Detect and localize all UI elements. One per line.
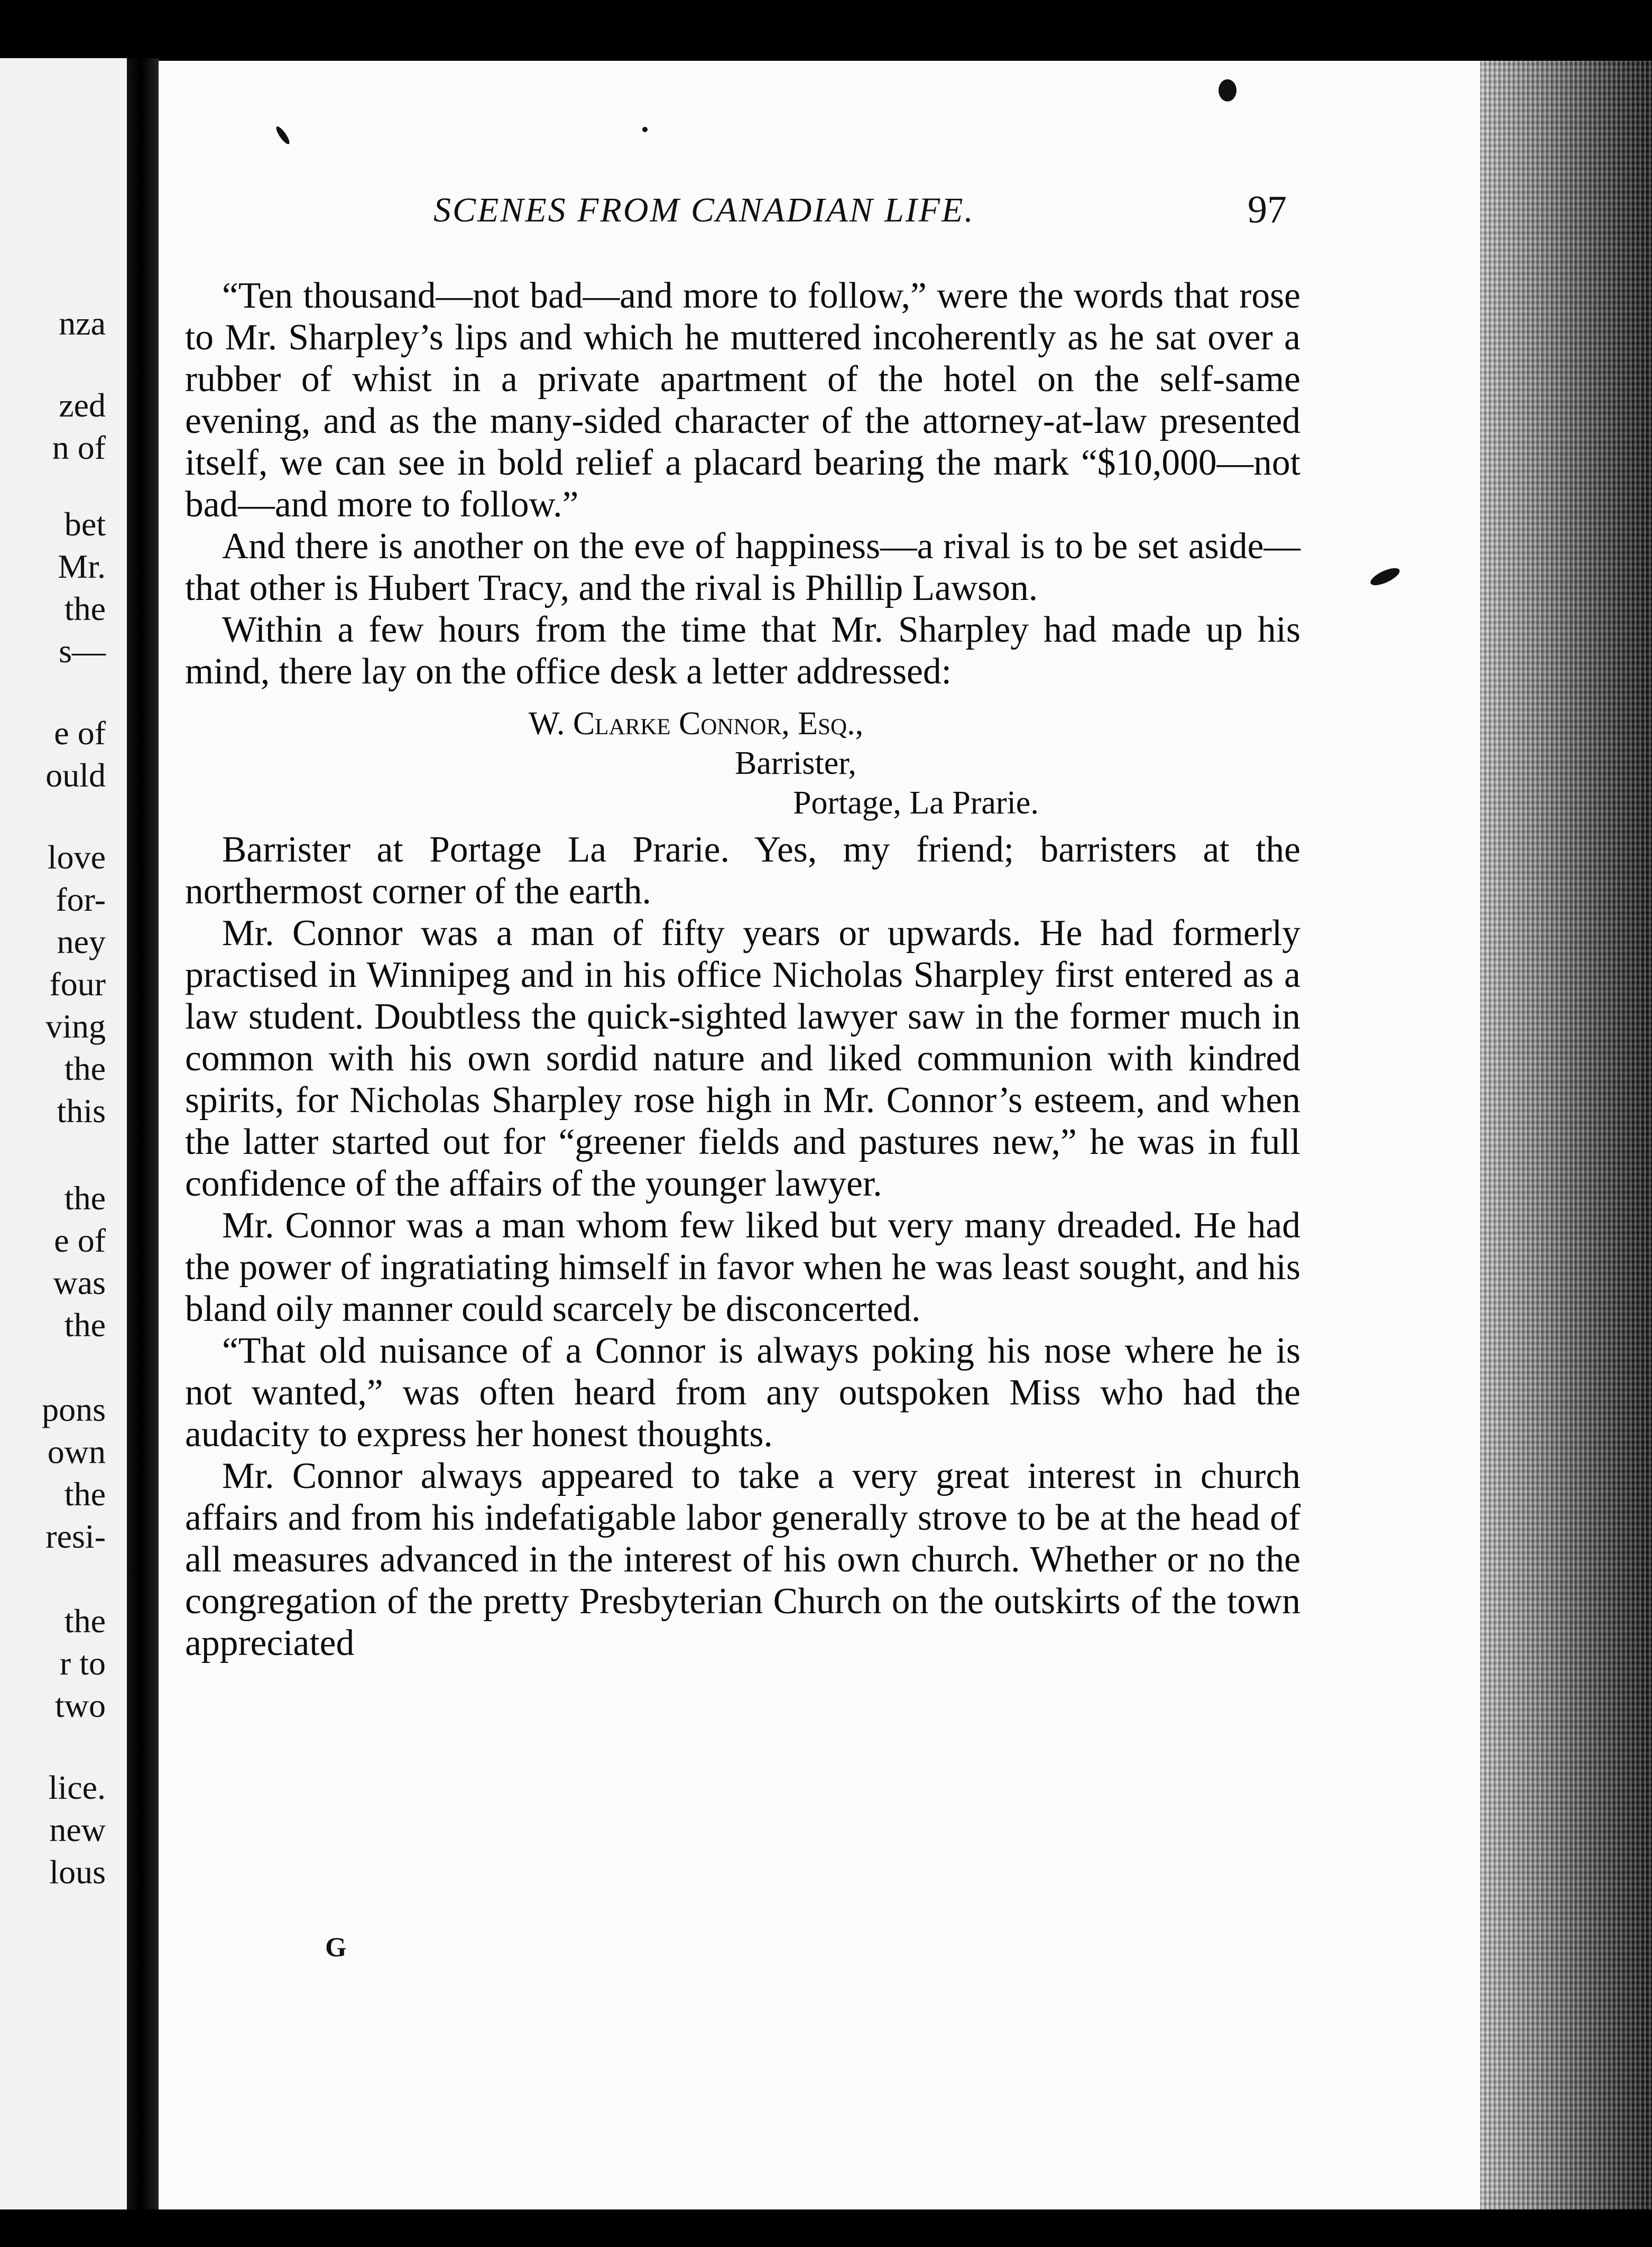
facing-page-word: new bbox=[49, 1811, 106, 1848]
ink-speck bbox=[642, 127, 648, 132]
facing-page-word: love bbox=[47, 838, 106, 876]
facing-page-word: four bbox=[49, 965, 106, 1003]
running-head: SCENES FROM CANADIAN LIFE. bbox=[433, 191, 975, 229]
ink-speck bbox=[1219, 79, 1236, 101]
facing-page-word: the bbox=[64, 1306, 106, 1344]
scan-bottom-margin bbox=[0, 2209, 1652, 2247]
facing-page-word: ving bbox=[45, 1007, 106, 1045]
paragraph: Mr. Connor was a man of fifty years or upwards. He had formerly practised in Winnipeg and in his office Nicholas Sharpley first entered as a law student. Doubtless the quick-sighted lawyer saw in the former much in common with his own sordid nature and liked communion with kindred spirits, for Nicholas Sharpley rose high in Mr. Connor’s esteem, and when the latter started out for “greener fields and pastures new,” he was in full confidence of the affairs of the younger lawyer. bbox=[185, 913, 1300, 1204]
page-edge-shadow bbox=[1480, 61, 1652, 2209]
paragraph: And there is another on the eve of happiness—a rival is to be set aside—that other is Hubert Tracy, and the rival is Phillip Lawson. bbox=[185, 526, 1300, 608]
facing-page-word: r to bbox=[59, 1644, 106, 1682]
facing-page-word: zed bbox=[59, 386, 106, 424]
facing-page-word: pons bbox=[42, 1391, 106, 1428]
binding-gutter bbox=[127, 58, 159, 2215]
facing-page-word: two bbox=[55, 1687, 106, 1724]
signature-mark: G bbox=[325, 1932, 347, 1963]
paragraph: Mr. Connor was a man whom few liked but very many dreaded. He had the power of ingratiating himself in favor when he was least sought, and his bland oily manner could scarcely be disconcerted. bbox=[185, 1205, 1300, 1329]
letter-address bbox=[185, 692, 1300, 829]
facing-page-word: this bbox=[57, 1092, 106, 1130]
page-number: 97 bbox=[1248, 188, 1287, 232]
facing-page-word: s— bbox=[59, 632, 106, 670]
facing-page-word: the bbox=[64, 1602, 106, 1640]
address-line-name: W. Clarke Connor, Esq., bbox=[529, 706, 864, 742]
facing-page-word: the bbox=[64, 1050, 106, 1087]
facing-page-word: the bbox=[64, 1179, 106, 1217]
facing-page-word: resi- bbox=[45, 1518, 106, 1555]
address-line-place: Portage, La Prarie. bbox=[793, 785, 1039, 821]
paragraph: “Ten thousand—not bad—and more to follow,” were the words that rose to Mr. Sharpley’s lips and which he muttered incoherently as he sat over a rubber of whist in a private apartment of the hotel on the self-same evening, and as the many-sided character of the attorney-at-law presented itself, we can see in bold relief a placard bearing the mark “$10,000—not bad—and more to follow.” bbox=[185, 275, 1300, 525]
facing-page-word: n of bbox=[52, 429, 106, 466]
facing-page-word: own bbox=[47, 1433, 106, 1471]
facing-page-word: for- bbox=[56, 881, 106, 918]
scan-top-margin bbox=[0, 0, 1652, 63]
facing-page-fragment bbox=[0, 58, 127, 2215]
facing-page-word: lous bbox=[49, 1853, 106, 1891]
body-text bbox=[185, 275, 1300, 1664]
facing-page-word: was bbox=[53, 1264, 106, 1301]
facing-page-word: ney bbox=[57, 923, 106, 960]
address-line-title: Barrister, bbox=[735, 745, 856, 781]
paragraph: Barrister at Portage La Prarie. Yes, my friend; barristers at the northermost corner of the earth. bbox=[185, 829, 1300, 912]
paragraph: Mr. Connor always appeared to take a very great interest in church affairs and from his indefatigable labor generally strove to be at the head of all measures advanced in the interest of his own church. Whether or no the congregation of the pretty Presbyterian Church on the outskirts of the town appreciated bbox=[185, 1456, 1300, 1663]
facing-page-word: nza bbox=[59, 304, 106, 342]
paragraph: “That old nuisance of a Connor is always poking his nose where he is not wanted,” was often heard from any outspoken Miss who had the audacity to express her honest thoughts. bbox=[185, 1330, 1300, 1455]
paragraph: Within a few hours from the time that Mr. Sharpley had made up his mind, there lay on the office desk a letter addressed: bbox=[185, 609, 1300, 692]
facing-page-word: the bbox=[64, 590, 106, 627]
facing-page-word: e of bbox=[54, 1222, 106, 1259]
facing-page-word: the bbox=[64, 1475, 106, 1513]
facing-page-word: ould bbox=[45, 756, 106, 794]
facing-page-word: bet bbox=[64, 505, 106, 543]
facing-page-word: e of bbox=[54, 714, 106, 752]
facing-page-word: lice. bbox=[48, 1769, 106, 1806]
facing-page-word: Mr. bbox=[58, 548, 106, 585]
